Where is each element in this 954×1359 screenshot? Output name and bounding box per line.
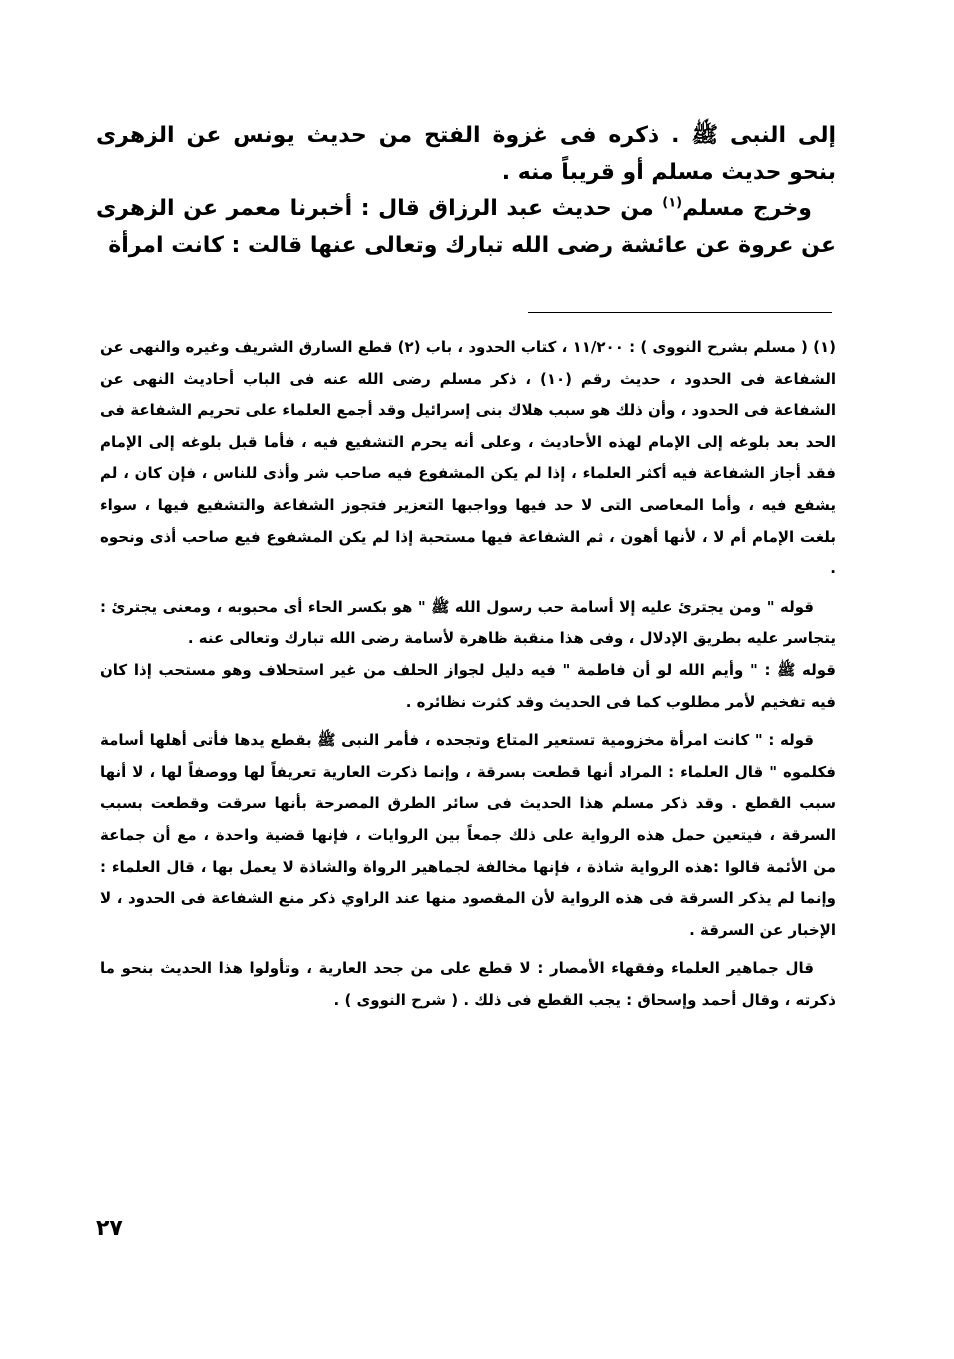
main-paragraph-1: إلى النبى ﷺ . ذكره فى غزوة الفتح من حديث يونس عن الزهرى بنحو حديث مسلم أو قريباً منه .	[96, 123, 836, 185]
footnote-1: (١) ( مسلم بشرح النووى ) : ١١/٢٠٠ ، كتاب الحدود ، باب (٢) قطع السارق الشريف وغيره والنهى عن الشفاعة فى الحدود ، حديث رقم (١٠) ، ذكر مسلم رضى الله عنه فى الباب أحاديث النهى عن الشفاعة فى الحدود ، وأن ذلك هو سبب هلاك بنى إسرائيل وقد أجمع العلماء على تحريم الشفاعة فى الحد بعد بلوغه إلى الإمام لهذه الأحاديث ، وعلى أنه يحرم التشفيع فيه ، فأما قبل بلوغه إلى الإمام فقد أجاز الشفاعة فيه أكثر العلماء ، إذا لم يكن المشفوع فيه صاحب شر وأذى للناس ، فإن كان ، لم يشفع فيه ، وأما المعاصى التى لا حد فيها وواجبها التعزير فتجوز الشفاعة والتشفيع فيها ، سواء بلغت الإمام أم لا ، لأنها أهون ، ثم الشفاعة فيها مستحبة إذا لم يكن المشفوع فيع صاحب أذى ونحوه .	[100, 338, 837, 578]
page-number: ٢٧	[96, 1216, 123, 1241]
footnote-paragraph-2: قوله " ومن يجترئ عليه إلا أسامة حب رسول الله ﷺ " هو بكسر الحاء أى محبوبه ، ومعنى يجترئ : يتجاسر عليه بطريق الإدلال ، وفى هذا منقبة ظاهرة لأسامة رضى الله تبارك وتعالى عنه .	[100, 597, 836, 648]
main-paragraph-2-start: وخرج مسلم	[682, 196, 812, 221]
footnote-paragraph-3: قوله ﷺ : " وأيم الله لو أن فاطمة " فيه دليل لجواز الحلف من غير استحلاف وهو مستحب إذا كان فيه تفخيم لأمر مطلوب كما فى الحديث وقد كثرت نظائره .	[100, 660, 836, 711]
main-paragraph-2-rest: من حديث عبد الرزاق قال : أخبرنا معمر عن الزهرى عن عروة عن عائشة رضى الله تبارك وتعالى عنها قالت : كانت امرأة	[96, 196, 836, 258]
footnote-reference: (١)	[662, 195, 683, 211]
footnote-paragraph-5: قال جماهير العلماء وفقهاء الأمصار : لا قطع على من جحد العارية ، وتأولوا هذا الحديث بنحو ما ذكرته ، وقال أحمد وإسحاق : يجب القطع فى ذلك . ( شرح النووى ) .	[100, 959, 836, 1009]
main-paragraph-2	[96, 191, 836, 264]
footnotes	[100, 332, 836, 1016]
footnote-paragraph-4: قوله : " كانت امرأة مخزومية تستعير المتاع وتجحده ، فأمر النبى ﷺ بقطع يدها فأتى أهلها أسامة فكلموه " قال العلماء : المراد أنها قطعت بسرقة ، وإنما ذكرت العارية تعريفاً لها ووصفاً لها ، لا أنها سبب القطع . وقد ذكر مسلم هذا الحديث فى سائر الطرق المصرحة بأنها سرقت وقطعت بسبب السرقة ، فيتعين حمل هذه الرواية على ذلك جمعاً بين الروايات ، فإنها قضية واحدة ، مع أن جماعة من الأئمة قالوا :هذه الرواية شاذة ، فإنها مخالفة لجماهير الرواة والشاذة لا يعمل بها ، قال العلماء : وإنما لم يذكر السرقة فى هذه الرواية لأن المقصود منها عند الراوي ذكر منع الشفاعة فى الحدود ، لا الإخبار عن السرقة .	[100, 731, 836, 939]
main-text	[96, 118, 836, 264]
footnote-separator	[528, 312, 832, 313]
